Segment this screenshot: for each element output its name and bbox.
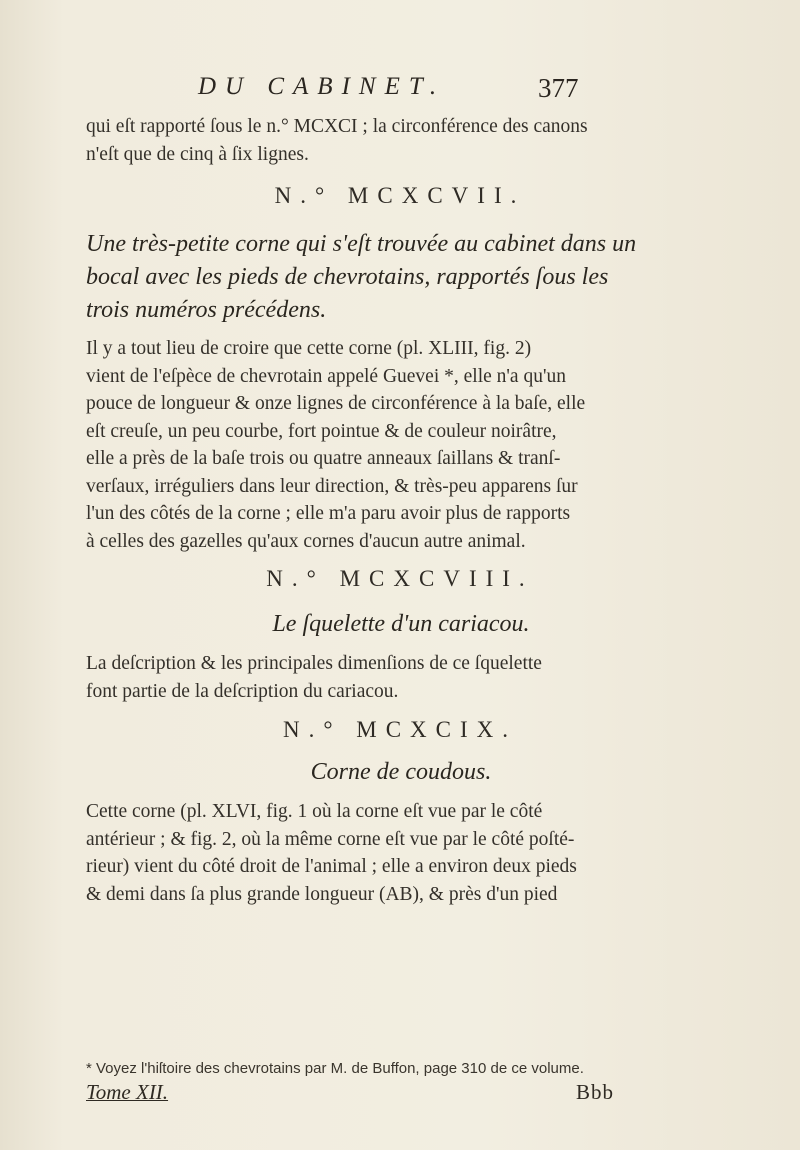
text-line: qui eſt rapporté ſous le n.° MCXCI ; la circonférence des canons xyxy=(86,116,588,137)
paragraph-4 xyxy=(86,798,716,908)
text-line: & demi dans ſa plus grande longueur (AB), & près d'un pied xyxy=(86,883,558,905)
text-line: à celles des gazelles qu'aux cornes d'aucun autre animal. xyxy=(86,530,526,552)
section-heading-mcxcviii: N.° MCXCVIII. xyxy=(266,566,534,591)
signature-mark: Bbb xyxy=(576,1080,615,1104)
text-line: font partie de la deſcription du cariacou. xyxy=(86,680,399,702)
footnote: * Voyez l'hiſtoire des chevrotains par M. de Buffon, page 310 de ce volume. xyxy=(86,1060,584,1077)
section-heading-mcxcvii: N.° MCXCVII. xyxy=(274,183,526,208)
text-line: eſt creuſe, un peu courbe, fort pointue & de couleur noirâtre, xyxy=(86,420,557,442)
text-line: pouce de longueur & onze lignes de circonférence à la baſe, elle xyxy=(86,393,586,414)
text-line: Il y a tout lieu de croire que cette corne (pl. XLIII, fig. 2) xyxy=(86,338,532,359)
text-line: rieur) vient du côté droit de l'animal ; elle a environ deux pieds xyxy=(86,856,577,877)
tome-label: Tome XII. xyxy=(86,1080,169,1104)
paragraph-1 xyxy=(86,113,716,168)
text-line: elle a près de la baſe trois ou quatre anneaux ſaillans & tranſ- xyxy=(86,448,561,469)
section-subtitle-1 xyxy=(86,228,716,327)
paragraph-2 xyxy=(86,335,716,555)
subtitle-line: trois numéros précédens. xyxy=(86,297,327,323)
text-line: n'eſt que de cinq à ſix lignes. xyxy=(86,143,309,165)
text-line: verſaux, irréguliers dans leur direction, & très-peu apparens ſur xyxy=(86,475,578,497)
text-line: Cette corne (pl. XLVI, fig. 1 où la corne eſt vue par le côté xyxy=(86,801,543,822)
text-line: l'un des côtés de la corne ; elle m'a paru avoir plus de rapports xyxy=(86,503,571,524)
running-head: DU CABINET. xyxy=(198,73,446,100)
page-number: 377 xyxy=(538,73,579,103)
section-subtitle-2: Le ſquelette d'un cariacou. xyxy=(272,611,530,637)
subtitle-line: bocal avec les pieds de chevrotains, rapportés ſous les xyxy=(86,264,609,290)
section-subtitle-3: Corne de coudous. xyxy=(310,759,492,785)
section-heading-mcxcix: N.° MCXCIX. xyxy=(282,717,518,742)
paragraph-3 xyxy=(86,650,716,705)
text-line: vient de l'eſpèce de chevrotain appelé Guevei *, elle n'a qu'un xyxy=(86,365,566,387)
text-line: antérieur ; & fig. 2, où la même corne eſt vue par le côté poſté- xyxy=(86,828,575,850)
text-line: La deſcription & les principales dimenſions de ce ſquelette xyxy=(86,653,542,674)
subtitle-line: Une très-petite corne qui s'eſt trouvée au cabinet dans un xyxy=(86,231,637,257)
